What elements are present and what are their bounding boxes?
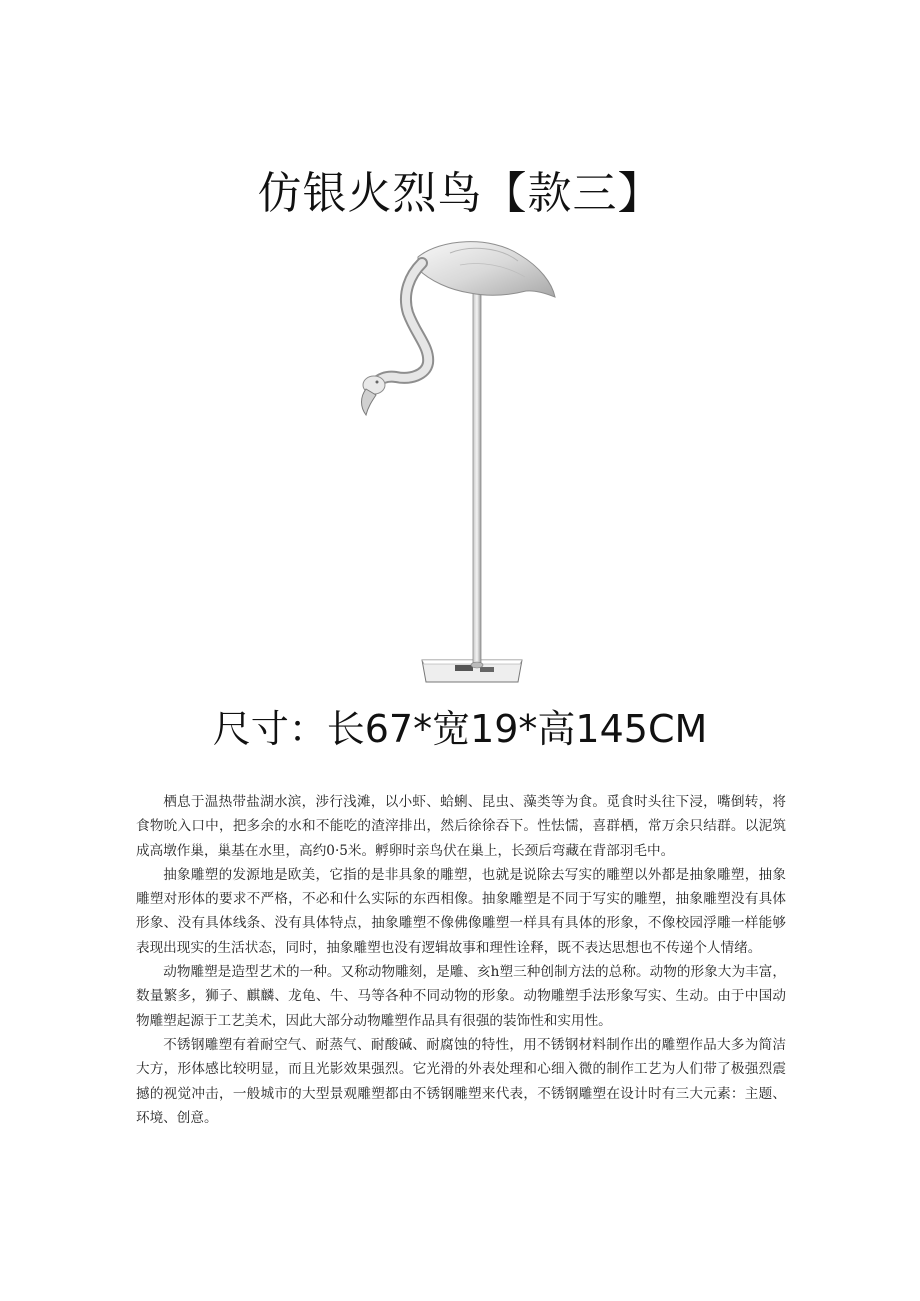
sculpture-neck	[370, 263, 428, 393]
paragraph-abstract-sculpture: 抽象雕塑的发源地是欧美，它指的是非具象的雕塑，也就是说除去写实的雕塑以外都是抽象雕塑，抽象雕塑对形体的要求不严格，不必和什么实际的东西相像。抽象雕塑是不同于写实的雕塑，抽象雕塑没有具体形象、没有具体线条、没有具体特点，抽象雕塑不像佛像雕塑一样具有具体的形象，不像校园浮雕一样能够表现出现实的生活状态，同时，抽象雕塑也没有逻辑故事和理性诠释，既不表达思想也不传递个人情绪。	[136, 866, 786, 956]
paragraph-stainless-steel-sculpture: 不锈钢雕塑有着耐空气、耐蒸气、耐酸碱、耐腐蚀的特性，用不锈钢材料制作出的雕塑作品大多为简洁大方，形体感比较明显，而且光影效果强烈。它光滑的外表处理和心细入微的制作工艺为人们带了极强烈震撼的视觉冲击，一般城市的大型景观雕塑都由不锈钢雕塑来代表，不锈钢雕塑在设计时有三大元素：主题、环境、创意。	[136, 1036, 786, 1126]
paragraph-flamingo-habits: 栖息于温热带盐湖水滨，涉行浅滩，以小虾、蛤蜊、昆虫、藻类等为食。觅食时头往下浸，嘴倒转，将食物吮入口中，把多余的水和不能吃的渣滓排出，然后徐徐吞下。性怯懦，喜群栖，常万余只结群。以泥筑成高墩作巢，巢基在水里，高约0·5米。孵卵时亲鸟伏在巢上，长颈后弯藏在背部羽毛中。	[136, 794, 786, 859]
sculpture-head	[362, 376, 386, 415]
page-title: 仿银火烈鸟【款三】	[257, 168, 663, 219]
sculpture-body	[418, 242, 555, 297]
paragraph-animal-sculpture: 动物雕塑是造型艺术的一种。又称动物雕刻，是雕、亥h塑三种创制方法的总称。动物的形象大为丰富，数量繁多，狮子、麒麟、龙龟、牛、马等各种不同动物的形象。动物雕塑手法形象写实、生动。由于中国动物雕塑起源于工艺美术，因此大部分动物雕塑作品具有很强的装饰性和实用性。	[136, 964, 786, 1029]
sculpture-leg	[471, 285, 483, 668]
size-specification: 尺寸：长67*宽19*高145CM	[212, 707, 708, 751]
description-body	[136, 790, 786, 1130]
flamingo-sculpture-drawing	[330, 235, 570, 690]
flamingo-sculpture-image	[330, 235, 570, 690]
